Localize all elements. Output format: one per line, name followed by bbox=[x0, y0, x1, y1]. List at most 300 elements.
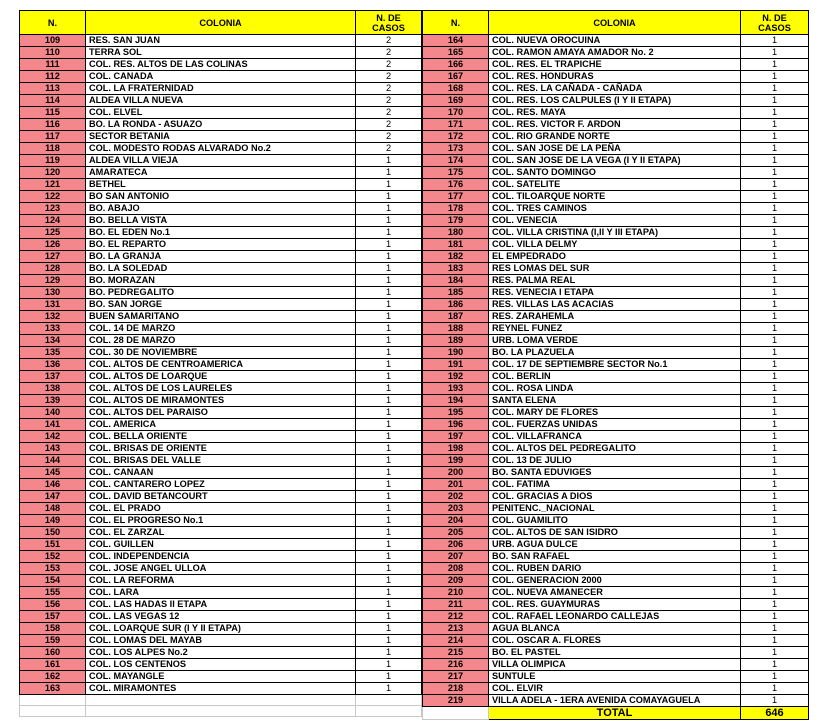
table-row bbox=[20, 119, 422, 131]
blank-cell bbox=[423, 707, 489, 720]
row-number: 149 bbox=[20, 515, 86, 527]
table-row bbox=[20, 407, 422, 419]
row-colonia: COL. LOARQUE SUR (I Y II ETAPA) bbox=[86, 623, 356, 635]
row-number: 167 bbox=[423, 71, 489, 83]
row-casos: 1 bbox=[356, 599, 422, 611]
row-casos: 1 bbox=[741, 131, 809, 143]
row-colonia: BO. EL PASTEL bbox=[489, 647, 741, 659]
table-row bbox=[20, 203, 422, 215]
table-row bbox=[20, 83, 422, 95]
row-casos: 1 bbox=[356, 527, 422, 539]
row-colonia: COL. DAVID BETANCOURT bbox=[86, 491, 356, 503]
table-row bbox=[423, 575, 809, 587]
row-casos: 1 bbox=[356, 359, 422, 371]
row-colonia: VILLA ADELA - 1ERA AVENIDA COMAYAGUELA bbox=[489, 695, 741, 707]
row-casos: 1 bbox=[356, 395, 422, 407]
row-number: 192 bbox=[423, 371, 489, 383]
row-colonia: COL. RES. VICTOR F. ARDON bbox=[489, 119, 741, 131]
row-number: 156 bbox=[20, 599, 86, 611]
row-number: 210 bbox=[423, 587, 489, 599]
row-colonia: BO. EL REPARTO bbox=[86, 239, 356, 251]
row-number: 193 bbox=[423, 383, 489, 395]
row-colonia: COL. GUAMILITO bbox=[489, 515, 741, 527]
row-number: 135 bbox=[20, 347, 86, 359]
table-row bbox=[20, 503, 422, 515]
row-number: 134 bbox=[20, 335, 86, 347]
table-row bbox=[20, 611, 422, 623]
row-casos: 1 bbox=[741, 71, 809, 83]
row-colonia: COL. RAFAEL LEONARDO CALLEJAS bbox=[489, 611, 741, 623]
table-row bbox=[423, 35, 809, 47]
row-colonia: BO. EL EDEN No.1 bbox=[86, 227, 356, 239]
row-colonia: COL. ALTOS DE CENTROAMERICA bbox=[86, 359, 356, 371]
row-colonia: COL. MIRAMONTES bbox=[86, 683, 356, 695]
table-row bbox=[423, 323, 809, 335]
row-number: 123 bbox=[20, 203, 86, 215]
row-casos: 1 bbox=[356, 563, 422, 575]
row-number: 175 bbox=[423, 167, 489, 179]
row-colonia: COL. LOS ALPES No.2 bbox=[86, 647, 356, 659]
row-colonia: COL. TILOARQUE NORTE bbox=[489, 191, 741, 203]
row-number: 152 bbox=[20, 551, 86, 563]
table-row bbox=[20, 47, 422, 59]
row-casos: 1 bbox=[741, 395, 809, 407]
row-colonia: COL. RES. LA CAÑADA - CAÑADA bbox=[489, 83, 741, 95]
row-casos: 1 bbox=[741, 695, 809, 707]
cases-table-right bbox=[422, 10, 809, 720]
table-row bbox=[423, 107, 809, 119]
row-colonia: COL. LA FRATERNIDAD bbox=[86, 83, 356, 95]
row-casos: 1 bbox=[741, 503, 809, 515]
table-row bbox=[423, 335, 809, 347]
row-number: 183 bbox=[423, 263, 489, 275]
table-row bbox=[423, 383, 809, 395]
row-colonia: BETHEL bbox=[86, 179, 356, 191]
row-number: 191 bbox=[423, 359, 489, 371]
blank-cell bbox=[20, 706, 86, 717]
table-row bbox=[20, 167, 422, 179]
row-number: 179 bbox=[423, 215, 489, 227]
row-colonia: COL. RES. EL TRAPICHE bbox=[489, 59, 741, 71]
row-casos: 2 bbox=[356, 95, 422, 107]
row-number: 132 bbox=[20, 311, 86, 323]
total-value: 646 bbox=[741, 707, 809, 720]
row-colonia: COL. NUEVA OROCUINA bbox=[489, 35, 741, 47]
row-colonia: COL. ALTOS DEL PEDREGALITO bbox=[489, 443, 741, 455]
table-row bbox=[423, 695, 809, 707]
table-row bbox=[423, 395, 809, 407]
table-row bbox=[423, 623, 809, 635]
table-row bbox=[20, 431, 422, 443]
row-colonia: BO. ABAJO bbox=[86, 203, 356, 215]
header-row bbox=[20, 11, 422, 35]
row-number: 112 bbox=[20, 71, 86, 83]
table-row bbox=[423, 59, 809, 71]
row-casos: 1 bbox=[741, 491, 809, 503]
table-row bbox=[20, 443, 422, 455]
row-casos: 1 bbox=[741, 407, 809, 419]
row-number: 147 bbox=[20, 491, 86, 503]
table-row bbox=[423, 287, 809, 299]
row-colonia: VILLA OLIMPICA bbox=[489, 659, 741, 671]
row-number: 121 bbox=[20, 179, 86, 191]
row-casos: 1 bbox=[741, 263, 809, 275]
table-row bbox=[423, 359, 809, 371]
row-colonia: COL. SAN JOSE DE LA VEGA (I Y II ETAPA) bbox=[489, 155, 741, 167]
row-casos: 1 bbox=[741, 191, 809, 203]
row-casos: 2 bbox=[356, 119, 422, 131]
row-casos: 1 bbox=[741, 47, 809, 59]
row-colonia: BO. LA GRANJA bbox=[86, 251, 356, 263]
row-colonia: COL. ALTOS DEL PARAISO bbox=[86, 407, 356, 419]
table-row bbox=[20, 527, 422, 539]
row-colonia: COL. ALTOS DE LOS LAURELES bbox=[86, 383, 356, 395]
row-colonia: COL. ROSA LINDA bbox=[489, 383, 741, 395]
row-number: 115 bbox=[20, 107, 86, 119]
row-number: 177 bbox=[423, 191, 489, 203]
row-colonia: RES LOMAS DEL SUR bbox=[489, 263, 741, 275]
row-casos: 1 bbox=[356, 623, 422, 635]
table-row bbox=[423, 191, 809, 203]
row-casos: 1 bbox=[356, 383, 422, 395]
row-number: 172 bbox=[423, 131, 489, 143]
blank-cell bbox=[20, 695, 86, 706]
table-row bbox=[20, 383, 422, 395]
row-number: 155 bbox=[20, 587, 86, 599]
row-casos: 1 bbox=[356, 407, 422, 419]
row-casos: 1 bbox=[741, 479, 809, 491]
table-row bbox=[423, 407, 809, 419]
row-number: 205 bbox=[423, 527, 489, 539]
table-row bbox=[423, 275, 809, 287]
header-casos-line1: N. DE bbox=[376, 12, 401, 23]
row-number: 198 bbox=[423, 443, 489, 455]
table-row bbox=[20, 311, 422, 323]
row-casos: 1 bbox=[741, 515, 809, 527]
row-casos: 1 bbox=[741, 611, 809, 623]
row-colonia: COL. INDEPENDENCIA bbox=[86, 551, 356, 563]
row-casos: 1 bbox=[356, 431, 422, 443]
row-casos: 1 bbox=[356, 347, 422, 359]
table-row bbox=[20, 143, 422, 155]
row-casos: 2 bbox=[356, 131, 422, 143]
row-colonia: COL. NUEVA AMANECER bbox=[489, 587, 741, 599]
table-row bbox=[20, 395, 422, 407]
row-colonia: AGUA BLANCA bbox=[489, 623, 741, 635]
row-colonia: COL. 17 DE SEPTIEMBRE SECTOR No.1 bbox=[489, 359, 741, 371]
row-colonia: BO SAN ANTONIO bbox=[86, 191, 356, 203]
row-colonia: RES. ZARAHEMLA bbox=[489, 311, 741, 323]
header-casos-line1: N. DE bbox=[762, 12, 787, 23]
row-colonia: COL. LARA bbox=[86, 587, 356, 599]
table-row bbox=[423, 551, 809, 563]
table-row bbox=[20, 659, 422, 671]
row-colonia: SUNTULE bbox=[489, 671, 741, 683]
row-number: 148 bbox=[20, 503, 86, 515]
table-row bbox=[423, 563, 809, 575]
row-casos: 1 bbox=[741, 83, 809, 95]
table-row bbox=[423, 83, 809, 95]
row-number: 137 bbox=[20, 371, 86, 383]
row-colonia: BO. PEDREGALITO bbox=[86, 287, 356, 299]
row-colonia: COL. LOS CENTENOS bbox=[86, 659, 356, 671]
table-row bbox=[423, 479, 809, 491]
row-number: 141 bbox=[20, 419, 86, 431]
row-colonia: COL. JOSE ANGEL ULLOA bbox=[86, 563, 356, 575]
row-number: 203 bbox=[423, 503, 489, 515]
row-casos: 1 bbox=[356, 239, 422, 251]
row-number: 125 bbox=[20, 227, 86, 239]
row-casos: 1 bbox=[356, 323, 422, 335]
row-casos: 1 bbox=[741, 275, 809, 287]
row-casos: 1 bbox=[356, 683, 422, 695]
row-number: 178 bbox=[423, 203, 489, 215]
row-number: 197 bbox=[423, 431, 489, 443]
table-row bbox=[423, 683, 809, 695]
table-row bbox=[20, 71, 422, 83]
header-casos-line2: CASOS bbox=[372, 22, 405, 33]
table-row bbox=[423, 143, 809, 155]
row-colonia: COL. LAS VEGAS 12 bbox=[86, 611, 356, 623]
row-colonia: COL. ELVEL bbox=[86, 107, 356, 119]
row-casos: 1 bbox=[741, 467, 809, 479]
blank-cell bbox=[356, 695, 422, 706]
row-casos: 1 bbox=[741, 311, 809, 323]
row-casos: 1 bbox=[356, 299, 422, 311]
row-colonia: COL. EL ZARZAL bbox=[86, 527, 356, 539]
row-colonia: COL. SAN JOSE DE LA PEÑA bbox=[489, 143, 741, 155]
row-colonia: COL. BERLIN bbox=[489, 371, 741, 383]
table-row bbox=[423, 431, 809, 443]
table-row bbox=[20, 563, 422, 575]
blank-row bbox=[20, 695, 422, 706]
row-colonia: COL. GUILLEN bbox=[86, 539, 356, 551]
row-casos: 2 bbox=[356, 143, 422, 155]
row-number: 154 bbox=[20, 575, 86, 587]
table-row bbox=[20, 347, 422, 359]
row-casos: 2 bbox=[356, 107, 422, 119]
row-casos: 1 bbox=[356, 335, 422, 347]
row-colonia: COL. ALTOS DE SAN ISIDRO bbox=[489, 527, 741, 539]
row-number: 126 bbox=[20, 239, 86, 251]
row-number: 130 bbox=[20, 287, 86, 299]
row-number: 165 bbox=[423, 47, 489, 59]
row-number: 171 bbox=[423, 119, 489, 131]
row-casos: 1 bbox=[741, 215, 809, 227]
row-number: 214 bbox=[423, 635, 489, 647]
table-row bbox=[20, 587, 422, 599]
row-number: 199 bbox=[423, 455, 489, 467]
row-colonia: BO. LA PLAZUELA bbox=[489, 347, 741, 359]
table-row bbox=[423, 251, 809, 263]
row-colonia: COL. EL PRADO bbox=[86, 503, 356, 515]
table-row bbox=[20, 635, 422, 647]
table-row bbox=[423, 227, 809, 239]
cases-table-left bbox=[19, 10, 422, 717]
table-row bbox=[423, 71, 809, 83]
table-row bbox=[20, 371, 422, 383]
row-number: 187 bbox=[423, 311, 489, 323]
row-casos: 1 bbox=[741, 335, 809, 347]
row-number: 162 bbox=[20, 671, 86, 683]
row-casos: 1 bbox=[741, 443, 809, 455]
row-colonia: RES. PALMA REAL bbox=[489, 275, 741, 287]
table-row bbox=[423, 491, 809, 503]
table-row bbox=[20, 647, 422, 659]
total-row bbox=[423, 707, 809, 720]
table-row bbox=[423, 527, 809, 539]
row-casos: 1 bbox=[741, 383, 809, 395]
row-casos: 1 bbox=[356, 443, 422, 455]
row-number: 138 bbox=[20, 383, 86, 395]
row-casos: 1 bbox=[356, 671, 422, 683]
row-colonia: COL. SATELITE bbox=[489, 179, 741, 191]
row-number: 146 bbox=[20, 479, 86, 491]
row-casos: 1 bbox=[741, 251, 809, 263]
row-number: 124 bbox=[20, 215, 86, 227]
row-number: 136 bbox=[20, 359, 86, 371]
table-row bbox=[423, 155, 809, 167]
row-colonia: COL. MAYANGLE bbox=[86, 671, 356, 683]
row-colonia: EL EMPEDRADO bbox=[489, 251, 741, 263]
row-colonia: RES. SAN JUAN bbox=[86, 35, 356, 47]
row-colonia: COL. RES. HONDURAS bbox=[489, 71, 741, 83]
table-row bbox=[423, 659, 809, 671]
table-row bbox=[20, 575, 422, 587]
row-number: 110 bbox=[20, 47, 86, 59]
row-colonia: BO. LA SOLEDAD bbox=[86, 263, 356, 275]
row-colonia: BO. SANTA EDUVIGES bbox=[489, 467, 741, 479]
table-row bbox=[423, 47, 809, 59]
row-colonia: COL. TRES CAMINOS bbox=[489, 203, 741, 215]
row-colonia: COL. 14 DE MARZO bbox=[86, 323, 356, 335]
table-row bbox=[20, 299, 422, 311]
row-casos: 1 bbox=[356, 539, 422, 551]
row-colonia: COL. CANAAN bbox=[86, 467, 356, 479]
row-colonia: COL. ELVIR bbox=[489, 683, 741, 695]
row-number: 164 bbox=[423, 35, 489, 47]
row-casos: 1 bbox=[356, 515, 422, 527]
blank-row bbox=[20, 706, 422, 717]
row-colonia: SANTA ELENA bbox=[489, 395, 741, 407]
row-number: 116 bbox=[20, 119, 86, 131]
row-casos: 1 bbox=[356, 479, 422, 491]
row-casos: 1 bbox=[741, 155, 809, 167]
header-row bbox=[423, 11, 809, 35]
row-number: 186 bbox=[423, 299, 489, 311]
table-row bbox=[423, 167, 809, 179]
row-colonia: COL. ALTOS DE MIRAMONTES bbox=[86, 395, 356, 407]
blank-cell bbox=[356, 706, 422, 717]
row-number: 200 bbox=[423, 467, 489, 479]
table-row bbox=[20, 323, 422, 335]
row-number: 142 bbox=[20, 431, 86, 443]
row-casos: 1 bbox=[741, 527, 809, 539]
row-colonia: ALDEA VILLA VIEJA bbox=[86, 155, 356, 167]
total-label: TOTAL bbox=[489, 707, 741, 720]
table-row bbox=[20, 455, 422, 467]
row-casos: 2 bbox=[356, 71, 422, 83]
table-row bbox=[20, 599, 422, 611]
header-casos bbox=[741, 11, 809, 35]
row-casos: 1 bbox=[741, 431, 809, 443]
row-number: 194 bbox=[423, 395, 489, 407]
table-row bbox=[20, 191, 422, 203]
row-colonia: RES. VILLAS LAS ACACIAS bbox=[489, 299, 741, 311]
table-row bbox=[423, 119, 809, 131]
row-colonia: COL. ALTOS DE LOARQUE bbox=[86, 371, 356, 383]
table-row bbox=[423, 203, 809, 215]
row-casos: 1 bbox=[741, 587, 809, 599]
row-number: 216 bbox=[423, 659, 489, 671]
header-n: N. bbox=[423, 11, 489, 35]
row-number: 131 bbox=[20, 299, 86, 311]
row-casos: 1 bbox=[356, 419, 422, 431]
table-row bbox=[20, 683, 422, 695]
row-colonia: COL. RES. ALTOS DE LAS COLINAS bbox=[86, 59, 356, 71]
table-row bbox=[20, 491, 422, 503]
row-colonia: COL. VILLA CRISTINA (I,II Y III ETAPA) bbox=[489, 227, 741, 239]
table-row bbox=[20, 35, 422, 47]
row-casos: 1 bbox=[741, 227, 809, 239]
table-row bbox=[20, 359, 422, 371]
row-number: 181 bbox=[423, 239, 489, 251]
table-row bbox=[20, 287, 422, 299]
row-colonia: COL. MODESTO RODAS ALVARADO No.2 bbox=[86, 143, 356, 155]
row-casos: 1 bbox=[356, 191, 422, 203]
row-number: 204 bbox=[423, 515, 489, 527]
row-colonia: TERRA SOL bbox=[86, 47, 356, 59]
row-colonia: REYNEL FUNEZ bbox=[489, 323, 741, 335]
row-casos: 1 bbox=[741, 563, 809, 575]
row-colonia: COL. VENECIA bbox=[489, 215, 741, 227]
row-colonia: COL. VILLA DELMY bbox=[489, 239, 741, 251]
row-casos: 1 bbox=[741, 119, 809, 131]
row-number: 117 bbox=[20, 131, 86, 143]
row-number: 128 bbox=[20, 263, 86, 275]
row-colonia: COL. VILLAFRANCA bbox=[489, 431, 741, 443]
row-number: 182 bbox=[423, 251, 489, 263]
row-colonia: COL. RES. MAYA bbox=[489, 107, 741, 119]
row-number: 202 bbox=[423, 491, 489, 503]
table-row bbox=[423, 419, 809, 431]
row-number: 160 bbox=[20, 647, 86, 659]
row-number: 111 bbox=[20, 59, 86, 71]
row-colonia: ALDEA VILLA NUEVA bbox=[86, 95, 356, 107]
table-row bbox=[20, 107, 422, 119]
table-row bbox=[423, 215, 809, 227]
row-number: 150 bbox=[20, 527, 86, 539]
row-colonia: COL. RIO GRANDE NORTE bbox=[489, 131, 741, 143]
row-casos: 1 bbox=[741, 299, 809, 311]
table-row bbox=[20, 467, 422, 479]
row-number: 217 bbox=[423, 671, 489, 683]
row-number: 143 bbox=[20, 443, 86, 455]
row-colonia: COL. GRACIAS A DIOS bbox=[489, 491, 741, 503]
row-number: 207 bbox=[423, 551, 489, 563]
row-casos: 1 bbox=[356, 227, 422, 239]
table-row bbox=[423, 539, 809, 551]
row-casos: 2 bbox=[356, 35, 422, 47]
header-n: N. bbox=[20, 11, 86, 35]
table-row bbox=[423, 455, 809, 467]
row-colonia: COL. LOMAS DEL MAYAB bbox=[86, 635, 356, 647]
table-row bbox=[423, 95, 809, 107]
row-casos: 1 bbox=[741, 107, 809, 119]
row-casos: 1 bbox=[356, 455, 422, 467]
row-colonia: COL. RES. GUAYMURAS bbox=[489, 599, 741, 611]
row-colonia: COL. OSCAR A. FLORES bbox=[489, 635, 741, 647]
